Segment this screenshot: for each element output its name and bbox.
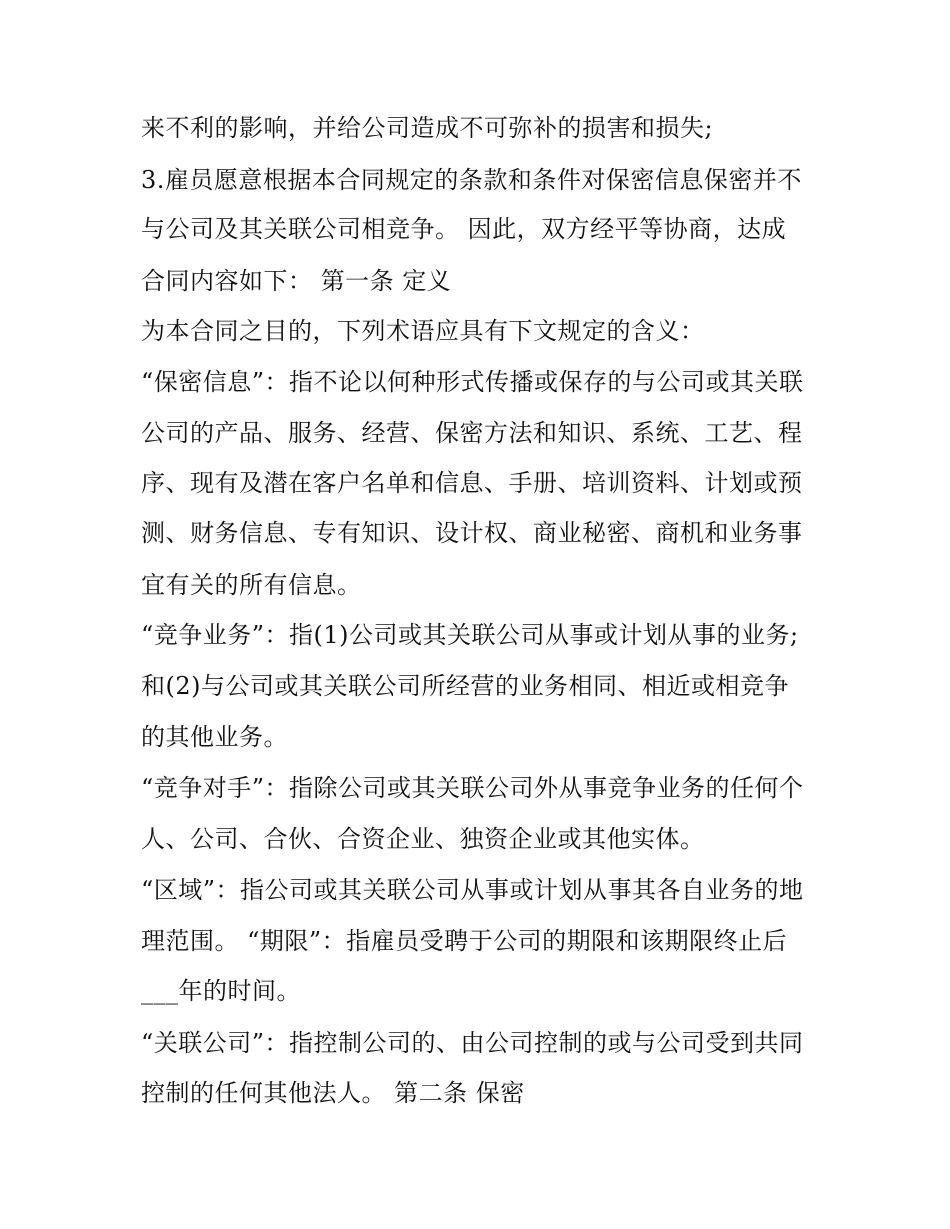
text-line: 来不利的影响，并给公司造成不可弥补的损害和损失; [141,114,714,142]
text-line: 合同内容如下： 第一条 定义 [141,267,452,295]
text-line: 测、财务信息、专有知识、设计权、商业秘密、商机和业务事 [141,519,803,547]
text-line: “保密信息”：指不论以何种形式传播或保存的与公司或其关联 [141,368,804,396]
text-line: “关联公司”：指控制公司的、由公司控制的或与公司受到共同 [141,1029,804,1057]
text-line: 3.雇员愿意根据本合同规定的条款和条件对保密信息保密并不 [141,166,802,194]
text-line: 与公司及其关联公司相竞争。 因此，双方经平等协商，达成 [141,215,787,243]
text-line: “区域”：指公司或其关联公司从事或计划从事其各自业务的地 [141,876,804,904]
text-line: 的其他业务。 [141,723,288,751]
text-line: 公司的产品、服务、经营、保密方法和知识、系统、工艺、程 [141,419,803,447]
text-line: “竞争业务”：指(1)公司或其关联公司从事或计划从事的业务; [141,621,799,649]
text-line: 宜有关的所有信息。 [141,571,362,599]
text-line: 人、公司、合伙、合资企业、独资企业或其他实体。 [141,825,705,853]
text-line: 控制的任何其他法人。 第二条 保密 [141,1079,525,1107]
text-line: 理范围。 “期限”：指雇员受聘于公司的期限和该期限终止后 [141,927,788,955]
text-line: “竞争对手”：指除公司或其关联公司外从事竞争业务的任何个 [141,774,804,802]
text-line: 为本合同之目的，下列术语应具有下文规定的含义： [141,317,705,345]
text-line: ___年的时间。 [141,977,301,1005]
text-line: 和(2)与公司或其关联公司所经营的业务相同、相近或相竞争 [141,672,789,700]
text-line: 序、现有及潜在客户名单和信息、手册、培训资料、计划或预 [141,469,803,497]
